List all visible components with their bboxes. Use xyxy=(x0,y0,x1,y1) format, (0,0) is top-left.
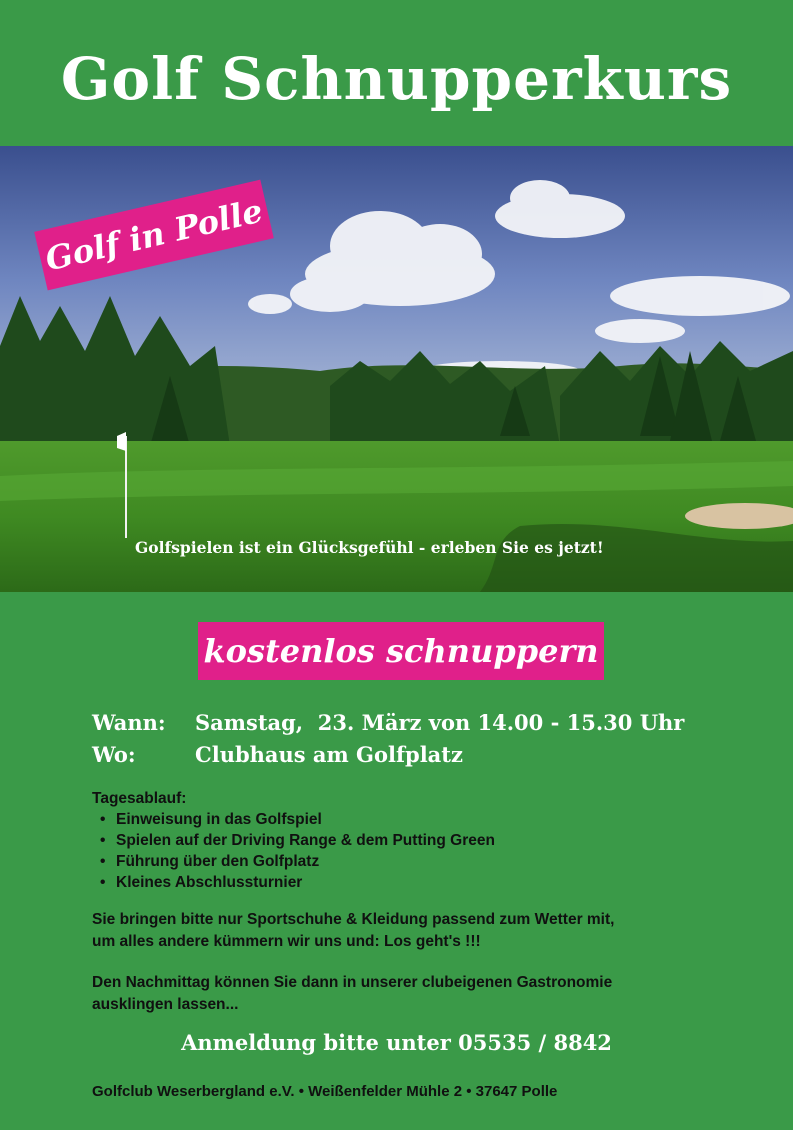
where-value: Clubhaus am Golfplatz xyxy=(195,742,463,767)
schedule xyxy=(92,788,495,893)
schedule-item: • Spielen auf der Driving Range & dem Putting Green xyxy=(100,830,495,851)
free-trial-label: kostenlos schnuppern xyxy=(203,632,599,670)
schedule-item: • Führung über den Golfplatz xyxy=(100,851,495,872)
schedule-heading: Tagesablauf: xyxy=(92,790,187,807)
afternoon-line: ausklingen lassen... xyxy=(92,996,239,1013)
schedule-item: • Einweisung in das Golfspiel xyxy=(100,809,495,830)
when-label: Wann: xyxy=(92,710,166,735)
where-label: Wo: xyxy=(92,742,136,767)
schedule-item: • Kleines Abschlussturnier xyxy=(100,872,495,893)
schedule-list xyxy=(92,809,495,893)
free-trial-banner xyxy=(198,622,604,680)
badge-label: Golf in Polle xyxy=(41,191,267,279)
club-address: Golfclub Weserbergland e.V. • Weißenfelder Mühle 2 • 37647 Polle xyxy=(92,1083,558,1100)
afternoon-paragraph xyxy=(92,972,612,1016)
when-value: Samstag, 23. März von 14.00 - 15.30 Uhr xyxy=(195,710,685,735)
afternoon-line: Den Nachmittag können Sie dann in unserer clubeigenen Gastronomie xyxy=(92,974,613,991)
when-row xyxy=(92,710,684,735)
page-title: Golf Schnupperkurs xyxy=(60,45,733,113)
photo-tagline: Golfspielen ist ein Glücksgefühl - erleben Sie es jetzt! xyxy=(135,538,604,557)
registration-phone: Anmeldung bitte unter 05535 / 8842 xyxy=(181,1030,612,1055)
bring-paragraph xyxy=(92,909,614,953)
bring-line: Sie bringen bitte nur Sportschuhe & Kleidung passend zum Wetter mit, xyxy=(92,911,615,928)
where-row xyxy=(92,742,463,767)
bring-line: um alles andere kümmern wir uns und: Los geht's !!! xyxy=(92,933,481,950)
